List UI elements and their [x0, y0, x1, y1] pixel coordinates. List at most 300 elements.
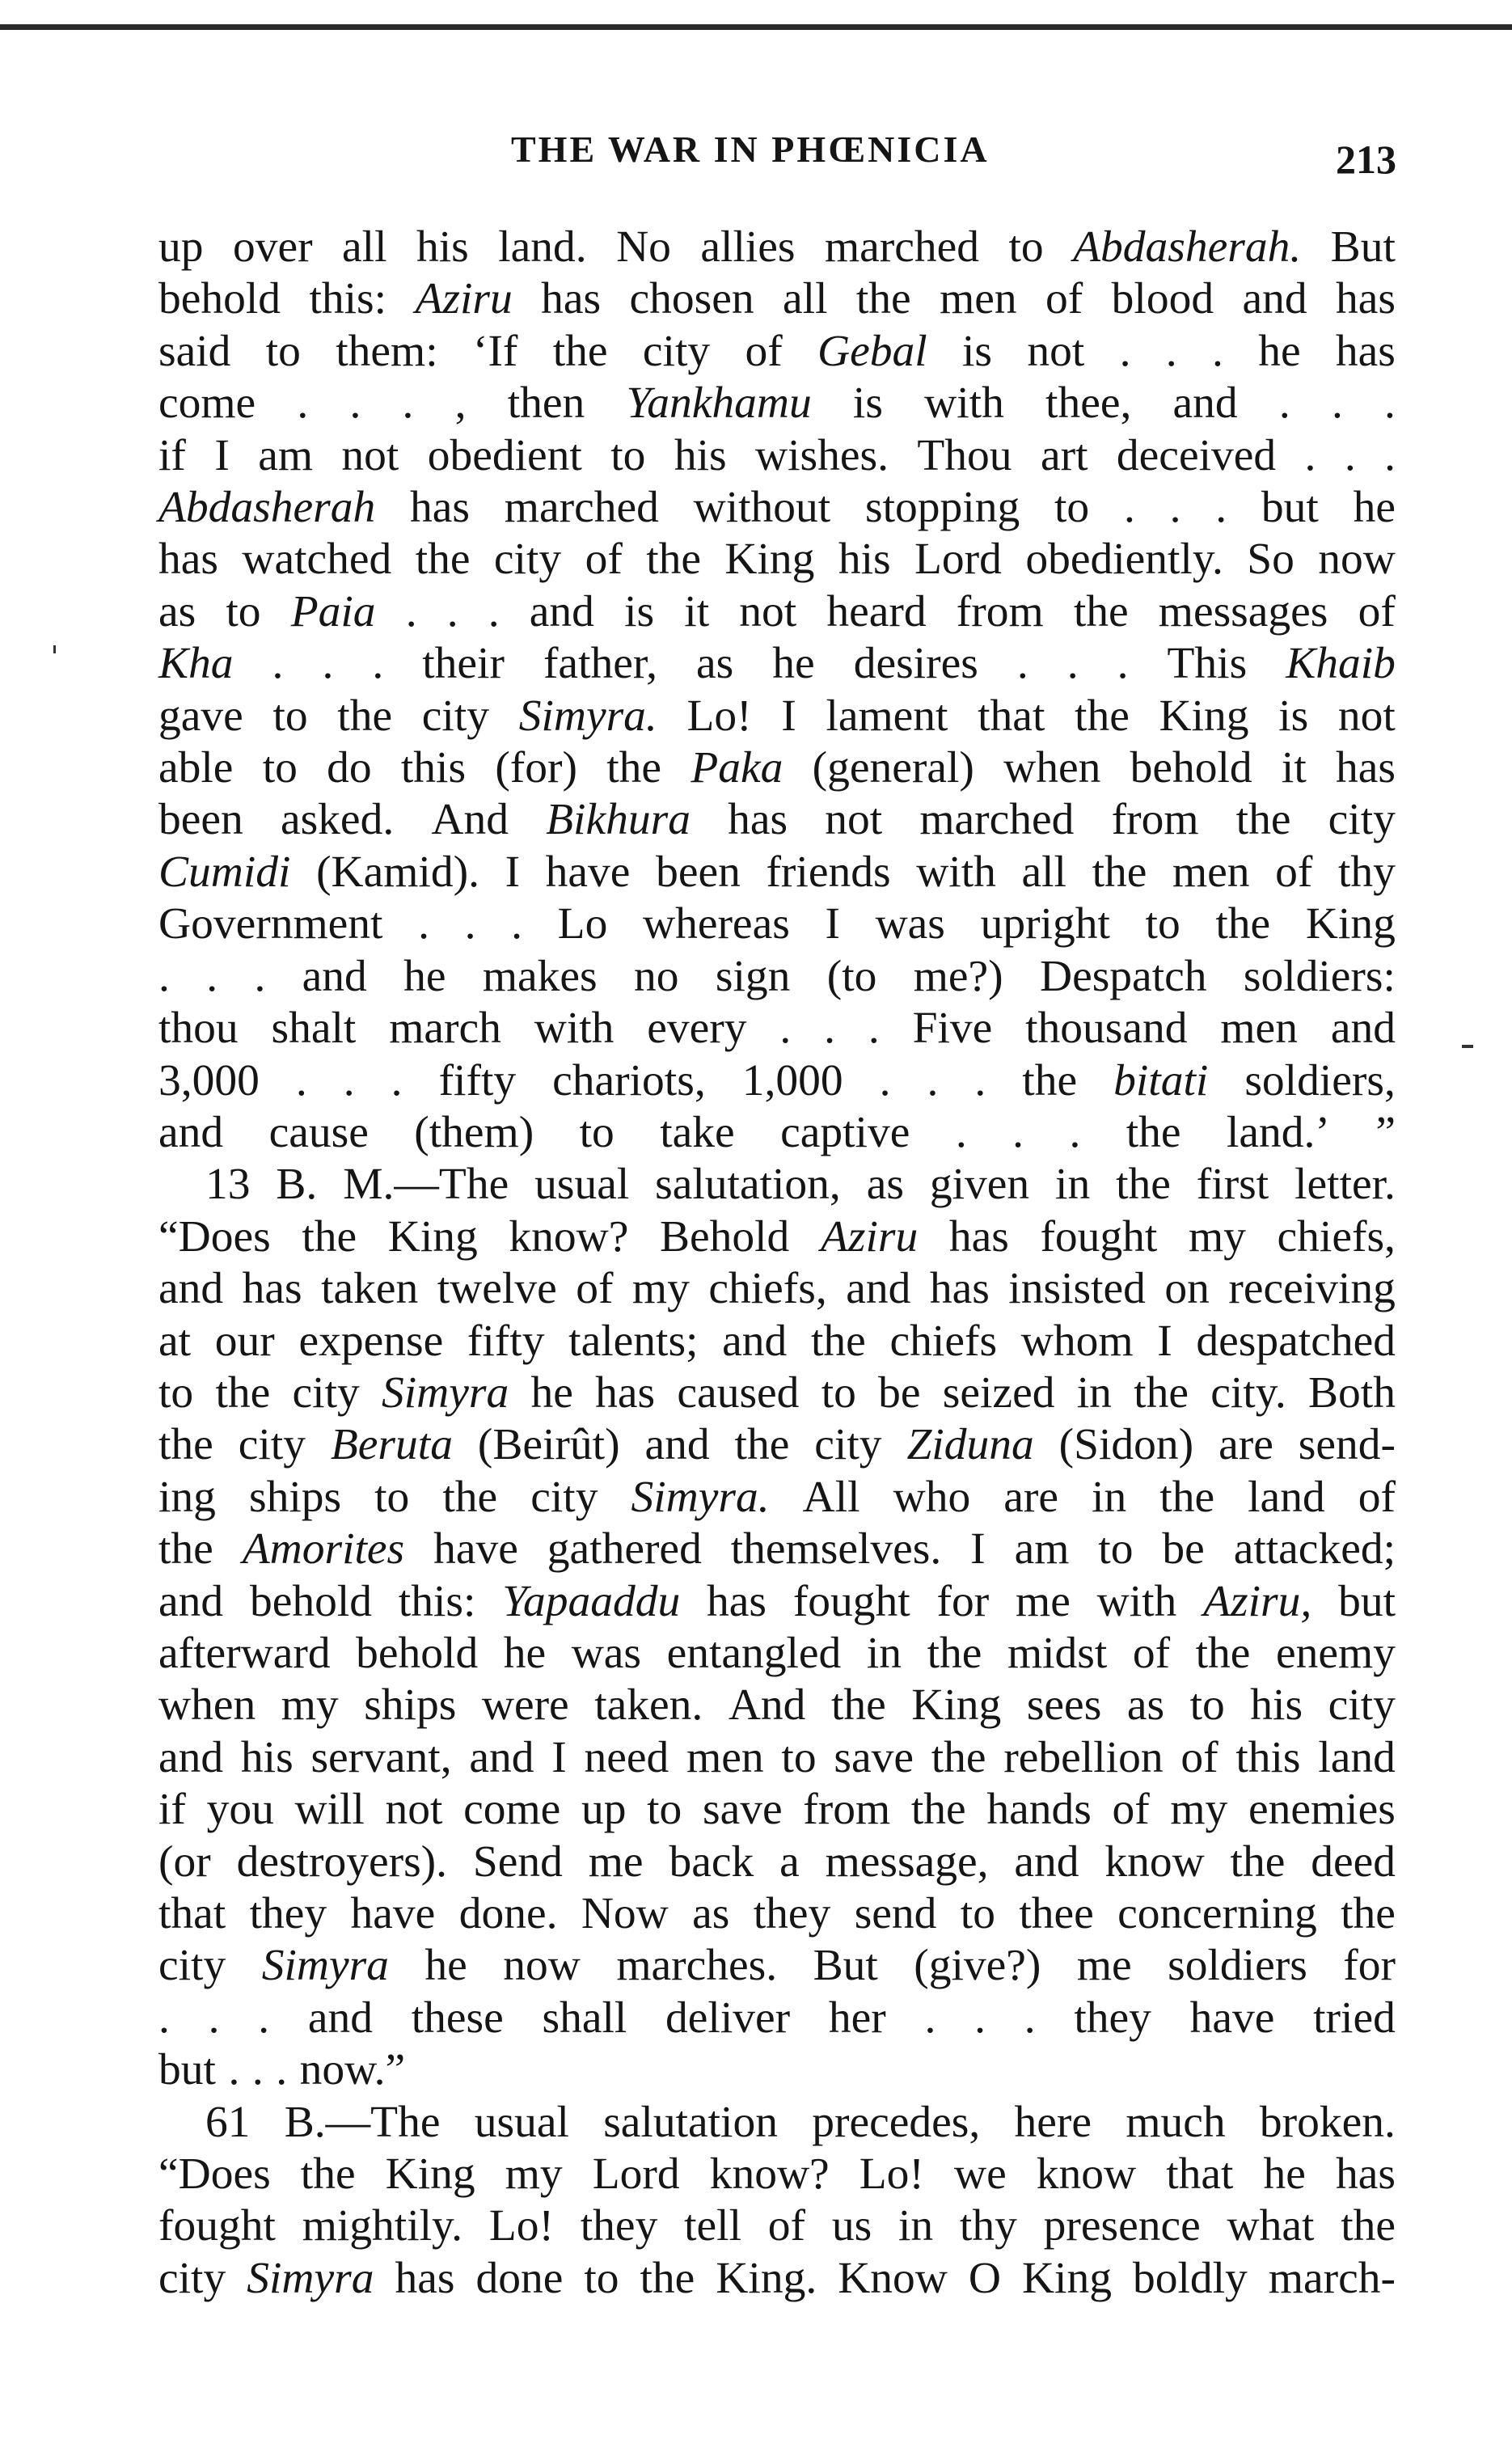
word: with	[924, 378, 1004, 429]
italic-word: Aziru	[415, 274, 513, 324]
word: and	[1330, 1004, 1396, 1054]
word: to	[579, 1107, 615, 1157]
word: thou	[158, 1004, 239, 1054]
word: been	[158, 795, 243, 845]
word: is	[1278, 691, 1309, 741]
word: thy	[959, 2201, 1017, 2251]
word: messages	[1158, 586, 1328, 636]
page-number: 213	[1336, 137, 1396, 182]
word: despatched	[1196, 1316, 1396, 1366]
word: the	[1230, 1836, 1286, 1887]
word: they	[249, 1889, 327, 1938]
word: this:	[309, 274, 387, 324]
word: city	[1328, 795, 1396, 845]
word: salutation,	[655, 1160, 841, 1210]
word: .	[295, 1055, 307, 1105]
word: the	[910, 1785, 966, 1835]
word: usual	[534, 1160, 630, 1210]
word: able	[158, 743, 234, 793]
word: sign	[715, 951, 791, 1001]
word: and	[158, 1264, 224, 1314]
word: the	[415, 535, 471, 585]
word: land	[1318, 1732, 1396, 1782]
text-line	[158, 2044, 1396, 2096]
word: King	[1305, 899, 1396, 949]
word: thee	[1019, 1889, 1094, 1938]
word: us	[831, 2201, 872, 2251]
word: save	[702, 1785, 783, 1835]
text-line	[158, 1159, 1396, 1211]
text-line	[158, 1055, 1396, 1107]
text-line	[158, 1263, 1396, 1315]
word: city	[814, 1420, 882, 1470]
word: King	[385, 2149, 475, 2200]
word: is	[624, 586, 655, 636]
word: 3,000	[158, 1055, 260, 1105]
word: as	[866, 1160, 904, 1210]
word: the	[1073, 586, 1129, 636]
word: .	[1024, 1993, 1036, 2043]
word: behold	[158, 274, 281, 324]
word: Lord	[914, 535, 1002, 585]
word: if	[158, 430, 186, 480]
word: they	[1074, 1993, 1151, 2043]
word: has	[541, 274, 602, 324]
word: am	[258, 430, 314, 480]
word: much	[1126, 2097, 1226, 2147]
word: ing	[158, 1472, 216, 1522]
word: without	[693, 483, 831, 533]
text-line	[158, 1107, 1396, 1159]
word: and	[846, 1264, 911, 1314]
word: to	[821, 1367, 856, 1418]
word: to	[781, 1732, 817, 1782]
word: I	[551, 1732, 567, 1782]
word: Send	[472, 1836, 563, 1887]
word: he	[772, 639, 815, 689]
word: has	[1335, 326, 1396, 376]
word: I	[825, 899, 840, 949]
text-line	[158, 1419, 1396, 1471]
word: .	[418, 899, 429, 949]
word: shalt	[271, 1004, 357, 1054]
word: to	[226, 586, 261, 636]
word: every	[647, 1004, 747, 1054]
word: has	[948, 1211, 1009, 1262]
text-line	[158, 2149, 1396, 2200]
word: that	[1166, 2149, 1234, 2200]
word: of	[745, 326, 783, 376]
word: obediently.	[1025, 535, 1223, 585]
word: do	[327, 743, 372, 793]
word: whereas	[642, 899, 790, 949]
word: my	[1188, 1211, 1246, 1262]
word: to	[262, 743, 298, 793]
word: receiving	[1228, 1264, 1396, 1314]
word: the	[931, 1732, 986, 1782]
word: has	[158, 535, 218, 585]
word: on	[1164, 1264, 1210, 1314]
text-line	[158, 1993, 1396, 2044]
word: given	[929, 1160, 1030, 1210]
word: has	[395, 2253, 455, 2303]
word: city	[158, 1941, 226, 1991]
word: has	[1336, 274, 1396, 324]
word: .	[349, 378, 361, 429]
word: No	[616, 222, 671, 272]
word: fought	[792, 1576, 910, 1626]
word: O	[968, 2253, 1001, 2303]
word: he	[403, 951, 446, 1001]
word: sees	[1026, 1680, 1102, 1731]
word: .	[1384, 378, 1396, 429]
word: not	[1337, 691, 1396, 741]
word: But	[1330, 222, 1396, 272]
word: caused	[677, 1367, 800, 1418]
text-line	[158, 1576, 1396, 1628]
word: the	[337, 691, 393, 741]
word: .	[488, 586, 500, 636]
word: And	[431, 795, 509, 845]
word: destroyers).	[236, 1836, 448, 1887]
word: the	[1195, 1628, 1251, 1678]
word: now	[1318, 535, 1396, 585]
word: land	[1248, 1472, 1325, 1522]
word: insisted	[1008, 1264, 1146, 1314]
word: to	[1008, 222, 1044, 272]
word: B.—The	[284, 2097, 441, 2147]
word: heard	[826, 586, 927, 636]
word: the	[1022, 1055, 1078, 1105]
word: .	[1304, 430, 1316, 480]
word: my	[281, 1680, 339, 1731]
word: know?	[709, 2149, 830, 2200]
word: first	[1196, 1160, 1269, 1210]
word: ”	[1375, 1107, 1396, 1157]
word: ships	[364, 1680, 457, 1731]
word: So	[1247, 535, 1294, 585]
text-line	[158, 2097, 1396, 2149]
word: servant,	[310, 1732, 452, 1782]
text-line	[158, 222, 1396, 273]
text-line	[158, 1367, 1396, 1419]
italic-word: Yankhamu	[626, 378, 812, 429]
word: enemy	[1275, 1628, 1396, 1678]
word: back	[669, 1836, 754, 1887]
italic-word: Khaib	[1286, 639, 1396, 689]
italic-word: Cumidi	[158, 847, 291, 897]
word: not	[825, 795, 883, 845]
word: thee,	[1045, 378, 1132, 429]
word: blood	[1111, 274, 1214, 324]
word: his	[416, 222, 469, 272]
word: the	[1341, 2201, 1396, 2251]
word: .	[879, 1055, 891, 1105]
word: has	[728, 795, 788, 845]
word: when	[158, 1680, 256, 1731]
text-line	[158, 430, 1396, 482]
text-line	[158, 586, 1396, 638]
italic-word: Simyra.	[518, 691, 657, 741]
italic-word: Ziduna	[906, 1420, 1034, 1470]
word: and	[529, 586, 594, 636]
word: city	[238, 1420, 306, 1470]
word: (give?)	[914, 1941, 1041, 1991]
word: these	[411, 1993, 504, 2043]
word: to	[960, 1889, 995, 1938]
word: expense	[298, 1316, 444, 1366]
word: of	[1045, 274, 1083, 324]
word: marches.	[616, 1941, 778, 1991]
text-line	[158, 1003, 1396, 1054]
word: .	[1344, 430, 1356, 480]
word: .	[1384, 430, 1396, 480]
word: the	[830, 1680, 886, 1731]
word: (Beirût)	[477, 1420, 620, 1470]
word: me	[1016, 1576, 1071, 1626]
word: and	[1172, 378, 1238, 429]
word: .	[779, 1004, 792, 1054]
word: all	[1021, 847, 1066, 897]
word: (them)	[414, 1107, 534, 1157]
word: the	[927, 1628, 982, 1678]
word: obedient	[427, 430, 582, 480]
italic-word: Simyra.	[631, 1472, 770, 1522]
word: them:	[336, 326, 438, 376]
word: soldiers:	[1243, 951, 1396, 1001]
italic-word: Gebal	[817, 326, 927, 376]
word: done	[475, 2253, 564, 2303]
text-line	[158, 1472, 1396, 1524]
word: gathered	[547, 1524, 702, 1574]
word: know?	[509, 1211, 629, 1262]
word: not	[1027, 326, 1085, 376]
text-line	[158, 1316, 1396, 1367]
text-line	[158, 1732, 1396, 1784]
word: B.	[276, 1160, 318, 1210]
word: .	[824, 1004, 835, 1054]
page-body	[158, 222, 1396, 2305]
word: for	[936, 1576, 990, 1626]
word: up	[581, 1785, 627, 1835]
word: chariots,	[552, 1055, 706, 1105]
word: here	[1014, 2097, 1092, 2147]
word: .	[1215, 483, 1227, 533]
word: and	[469, 1732, 534, 1782]
word: are	[1218, 1420, 1273, 1470]
word: ,	[454, 378, 467, 429]
word: me	[1076, 1941, 1132, 1991]
word: not	[385, 1785, 443, 1835]
word: 61	[205, 2097, 251, 2147]
word: .	[158, 951, 170, 1001]
word: to	[610, 430, 646, 480]
word: with	[534, 1004, 615, 1054]
word: men	[1220, 1004, 1298, 1054]
text-line	[158, 326, 1396, 378]
word: to	[1189, 1680, 1225, 1731]
word: King	[724, 535, 815, 585]
word: “Does	[158, 2149, 271, 2200]
word: .	[446, 586, 458, 636]
italic-word: Paia	[290, 586, 376, 636]
word: not	[739, 586, 797, 636]
word: of	[585, 535, 623, 585]
word: my	[505, 2149, 563, 2200]
italic-word: Simyra	[382, 1367, 509, 1418]
word: was	[571, 1628, 642, 1678]
word: “Does	[158, 1211, 271, 1262]
word: over	[232, 222, 313, 272]
word: of	[576, 1264, 614, 1314]
word: to	[647, 1785, 682, 1835]
word: the	[158, 1420, 213, 1470]
word: message,	[825, 1836, 989, 1887]
word: art	[1040, 430, 1088, 480]
word: has	[410, 483, 470, 533]
word: this	[400, 743, 467, 793]
word: the	[552, 326, 608, 376]
word: his	[1250, 1680, 1303, 1731]
text-line	[158, 898, 1396, 950]
word: .	[402, 378, 414, 429]
word: shall	[542, 1993, 627, 2043]
word: .	[405, 586, 417, 636]
word: men	[940, 274, 1017, 324]
word: Behold	[659, 1211, 790, 1262]
word: .	[1066, 639, 1079, 689]
word: that	[158, 1889, 226, 1938]
word: to	[1098, 1524, 1134, 1574]
word: soldiers,	[1244, 1055, 1396, 1105]
italic-word: Bikhura	[546, 795, 691, 845]
word: thousand	[1025, 1004, 1188, 1054]
word: the	[1126, 1107, 1181, 1157]
word: not	[341, 430, 399, 480]
word: entangled	[666, 1628, 842, 1678]
word: stopping	[865, 483, 1020, 533]
top-border-rule	[0, 24, 1512, 30]
word: .	[208, 1993, 220, 2043]
word: .	[391, 1055, 403, 1105]
word: have	[1189, 1993, 1275, 2043]
word: and	[307, 1993, 373, 2043]
word: .	[1016, 639, 1028, 689]
word: of	[1180, 1732, 1218, 1782]
text-line	[158, 794, 1396, 846]
word: .	[974, 1055, 986, 1105]
word: chiefs,	[708, 1264, 827, 1314]
word: deed	[1311, 1836, 1396, 1887]
word: wishes.	[755, 430, 889, 480]
word: their	[422, 639, 505, 689]
word: from	[803, 1785, 891, 1835]
word: has	[242, 1264, 302, 1314]
running-head: THE WAR IN PHŒNICIA	[511, 129, 990, 170]
word: the	[442, 1472, 498, 1522]
word: said	[158, 326, 231, 376]
word: lament	[826, 691, 948, 741]
word: city	[158, 2253, 226, 2303]
word: .	[1212, 326, 1223, 376]
word: with	[1096, 1576, 1177, 1626]
word: rebellion	[1003, 1732, 1164, 1782]
word: the	[811, 1316, 866, 1366]
word: in	[1092, 1472, 1127, 1522]
word: cause	[268, 1107, 369, 1157]
italic-word: Kha	[158, 639, 234, 689]
word: to	[272, 691, 308, 741]
word: behold	[1130, 743, 1252, 793]
word: behold	[249, 1576, 372, 1626]
word: .	[924, 1993, 936, 2043]
word: King	[1021, 2253, 1112, 2303]
word: makes	[482, 951, 598, 1001]
text-line	[158, 534, 1396, 585]
word: for	[1343, 1941, 1396, 1991]
word: are	[1003, 1472, 1059, 1522]
word: the	[1341, 1889, 1396, 1938]
word: (general)	[812, 743, 974, 793]
word: boldly	[1132, 2253, 1248, 2303]
word: take	[660, 1107, 735, 1157]
word: land.’	[1227, 1107, 1330, 1157]
word: of	[1132, 1628, 1171, 1678]
word: deceived	[1116, 430, 1277, 480]
word: .	[251, 2045, 264, 2095]
word: .	[1278, 378, 1290, 429]
word: Lo!	[859, 2149, 924, 2200]
word: be	[1162, 1524, 1205, 1574]
word: then	[507, 378, 585, 429]
word: afterward	[158, 1628, 331, 1678]
italic-word: Abdasherah	[158, 483, 376, 533]
word: to	[1054, 483, 1090, 533]
text-line	[158, 1940, 1396, 1992]
text-line	[158, 742, 1396, 794]
word: Lord	[592, 2149, 680, 2200]
word: has	[595, 1367, 656, 1418]
word: desires	[853, 639, 978, 689]
word: is	[852, 378, 883, 429]
word: broken.	[1259, 2097, 1396, 2147]
word: gave	[158, 691, 243, 741]
word: of	[1358, 586, 1396, 636]
word: no	[634, 951, 679, 1001]
text-line	[158, 1524, 1396, 1575]
word: of	[1358, 1472, 1396, 1522]
text-line	[158, 1836, 1396, 1888]
word: from	[1111, 795, 1199, 845]
word: fought	[158, 2201, 276, 2251]
word: father,	[543, 639, 658, 689]
word: behold	[356, 1628, 479, 1678]
word: .	[272, 639, 284, 689]
italic-word: Yapaaddu	[502, 1576, 681, 1626]
word: and	[158, 1732, 224, 1782]
word: if	[158, 1785, 186, 1835]
word: the	[1215, 899, 1271, 949]
italic-word: Aziru	[820, 1211, 919, 1262]
word: from	[956, 586, 1044, 636]
word: .	[464, 899, 476, 949]
word: I	[214, 430, 230, 480]
word: to	[1145, 899, 1180, 949]
word: the	[1092, 847, 1147, 897]
word: city.	[1210, 1367, 1286, 1418]
italic-word: Aziru,	[1203, 1576, 1312, 1626]
italic-word: Simyra	[247, 2253, 374, 2303]
